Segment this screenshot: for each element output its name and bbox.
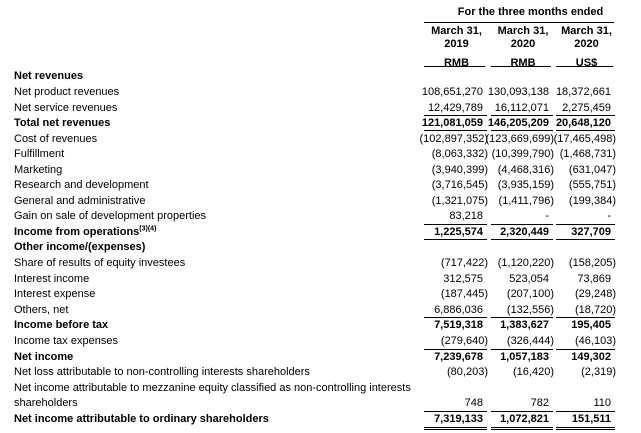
value-cell: (17,465,498) <box>553 133 616 145</box>
value-cell: 1,072,821 <box>500 413 549 425</box>
value-cell: (102,897,352) <box>419 133 488 145</box>
value-cell: (16,420) <box>513 366 554 378</box>
row-label <box>14 256 185 270</box>
column-header <box>556 25 617 70</box>
value-cell: (326,444) <box>506 335 554 347</box>
total-rule <box>491 349 553 350</box>
row-label <box>14 194 145 208</box>
row-label-text: Interest expense <box>14 288 96 300</box>
value-cell: (132,556) <box>506 304 554 316</box>
total-rule <box>491 224 553 225</box>
value-cell: (3,935,159) <box>497 179 554 191</box>
value-cell: 108,651,270 <box>421 86 483 98</box>
row-label-text: Net loss attributable to non-controlling interests shareholders <box>14 366 310 378</box>
value-cell: 6,886,036 <box>434 304 483 316</box>
row-label-text: Total net revenues <box>14 117 111 129</box>
total-rule <box>491 427 553 430</box>
value-cell: (46,103) <box>575 335 616 347</box>
total-rule <box>491 411 553 412</box>
row-label <box>14 69 83 83</box>
total-rule <box>424 115 487 116</box>
total-rule <box>424 349 487 350</box>
total-rule <box>424 130 487 131</box>
row-label <box>14 381 411 395</box>
value-cell: 2,275,459 <box>562 102 611 114</box>
row-label <box>14 287 95 301</box>
value-cell: 7,239,678 <box>434 351 483 363</box>
value-cell: (1,411,796) <box>498 195 554 207</box>
value-cell: (3,940,399) <box>431 164 488 176</box>
column-currency: RMB <box>443 57 470 69</box>
value-cell: 2,320,449 <box>500 226 549 238</box>
period-underline <box>424 22 614 23</box>
value-cell: - <box>607 210 611 222</box>
row-label <box>14 303 68 317</box>
value-cell: (187,445) <box>440 288 488 300</box>
value-cell: 748 <box>464 397 483 409</box>
value-cell: (279,640) <box>440 335 488 347</box>
total-rule <box>424 411 487 412</box>
value-cell: (207,100) <box>506 288 554 300</box>
value-cell: (1,120,220) <box>497 257 554 269</box>
value-cell: 83,218 <box>449 210 483 222</box>
row-label-text: Other income/(expenses) <box>14 241 146 253</box>
row-label-text: General and administrative <box>14 195 146 207</box>
total-rule <box>556 317 615 318</box>
column-header <box>491 25 555 70</box>
row-label-text: Share of results of equity investees <box>14 257 186 269</box>
total-rule <box>556 239 615 240</box>
value-cell: (158,205) <box>568 257 616 269</box>
row-label <box>14 318 108 332</box>
value-cell: 1,225,574 <box>434 226 483 238</box>
value-cell: (1,468,731) <box>559 148 616 160</box>
total-rule <box>556 349 615 350</box>
row-label <box>14 350 73 364</box>
row-label <box>14 365 310 379</box>
value-cell: (18,720) <box>575 304 616 316</box>
value-cell: 20,648,120 <box>555 117 611 129</box>
value-cell: 1,057,183 <box>500 351 549 363</box>
column-date: 2020 <box>510 38 536 50</box>
total-rule <box>424 224 487 225</box>
value-cell: 523,054 <box>509 273 549 285</box>
value-cell: (1,321,075) <box>431 195 488 207</box>
row-label <box>14 178 149 192</box>
value-cell: 16,112,071 <box>494 102 549 114</box>
total-rule <box>556 224 615 225</box>
value-cell: (3,716,545) <box>431 179 488 191</box>
row-label <box>14 116 110 130</box>
total-rule <box>491 130 553 131</box>
total-rule <box>491 239 553 240</box>
value-cell: 146,205,209 <box>487 117 549 129</box>
row-label-text: Others, net <box>14 304 69 316</box>
value-cell: 151,511 <box>571 413 611 425</box>
value-cell: (8,063,332) <box>431 148 488 160</box>
value-cell: 195,405 <box>571 319 611 331</box>
value-cell: 1,383,627 <box>500 319 549 331</box>
total-rule <box>424 427 487 430</box>
value-cell: 73,869 <box>577 273 611 285</box>
total-rule <box>556 411 615 412</box>
value-cell: (123,669,699) <box>485 133 554 145</box>
value-cell: 7,319,133 <box>434 413 483 425</box>
period-heading: For the three months ended <box>457 6 604 18</box>
row-label <box>14 85 119 99</box>
column-currency: RMB <box>510 57 536 69</box>
row-label-text: Marketing <box>14 164 63 176</box>
row-label-text: Cost of revenues <box>14 133 98 145</box>
row-label <box>14 163 62 177</box>
row-label <box>14 101 117 115</box>
row-label <box>14 132 97 146</box>
total-rule <box>556 427 615 430</box>
value-cell: 18,372,661 <box>555 86 611 98</box>
column-header-underline <box>556 66 613 67</box>
column-date: 2019 <box>444 38 469 50</box>
row-label-text: Income from operations <box>14 226 140 238</box>
total-rule <box>556 130 615 131</box>
value-cell: (80,203) <box>447 366 488 378</box>
value-cell: (717,422) <box>440 257 488 269</box>
column-date: 2020 <box>574 38 599 50</box>
row-label <box>14 334 118 348</box>
row-label <box>14 225 156 239</box>
row-label <box>14 209 206 223</box>
row-label-text: Net product revenues <box>14 86 120 98</box>
value-cell: (10,399,790) <box>491 148 554 160</box>
total-rule <box>491 317 553 318</box>
value-cell: (2,319) <box>581 366 616 378</box>
value-cell: (29,248) <box>575 288 616 300</box>
row-label-text: Interest income <box>14 273 90 285</box>
value-cell: 7,519,318 <box>434 319 483 331</box>
footnote-marker: (3)(4) <box>139 225 157 233</box>
row-label-text: Net income <box>14 351 74 363</box>
total-rule <box>424 317 487 318</box>
value-cell: (555,751) <box>568 179 616 191</box>
value-cell: 110 <box>593 397 611 409</box>
value-cell: 121,081,059 <box>421 117 483 129</box>
value-cell: 130,093,138 <box>487 86 549 98</box>
row-label <box>14 396 78 410</box>
column-date: March 31, <box>497 25 549 37</box>
row-label-text: Net revenues <box>14 70 84 82</box>
column-header <box>424 25 489 70</box>
row-label-text: Income before tax <box>14 319 109 331</box>
value-cell: 312,575 <box>443 273 483 285</box>
column-date: March 31, <box>431 25 482 37</box>
value-cell: 12,429,789 <box>427 102 483 114</box>
value-cell: - <box>545 210 549 222</box>
total-rule <box>556 115 615 116</box>
row-label-text: Net income attributable to ordinary shareholders <box>14 413 269 425</box>
value-cell: 149,302 <box>571 351 611 363</box>
value-cell: (4,468,316) <box>497 164 554 176</box>
column-header-underline <box>424 66 485 67</box>
row-label <box>14 272 89 286</box>
row-label-text: shareholders <box>14 397 78 409</box>
total-rule <box>491 115 553 116</box>
row-label-text: Net income attributable to mezzanine equity classified as non-controlling interests <box>14 382 411 394</box>
value-cell: (199,384) <box>568 195 616 207</box>
row-label-text: Research and development <box>14 179 149 191</box>
column-header-underline <box>491 66 551 67</box>
column-date: March 31, <box>561 25 612 37</box>
value-cell: (631,047) <box>568 164 616 176</box>
value-cell: 327,709 <box>571 226 611 238</box>
row-label-text: Gain on sale of development properties <box>14 210 207 222</box>
total-rule <box>424 239 487 240</box>
column-currency: US$ <box>575 57 598 69</box>
value-cell: 782 <box>530 397 549 409</box>
row-label <box>14 240 145 254</box>
row-label <box>14 412 269 426</box>
row-label <box>14 147 64 161</box>
row-label-text: Net service revenues <box>14 102 118 114</box>
row-label-text: Fulfillment <box>14 148 65 160</box>
row-label-text: Income tax expenses <box>14 335 118 347</box>
